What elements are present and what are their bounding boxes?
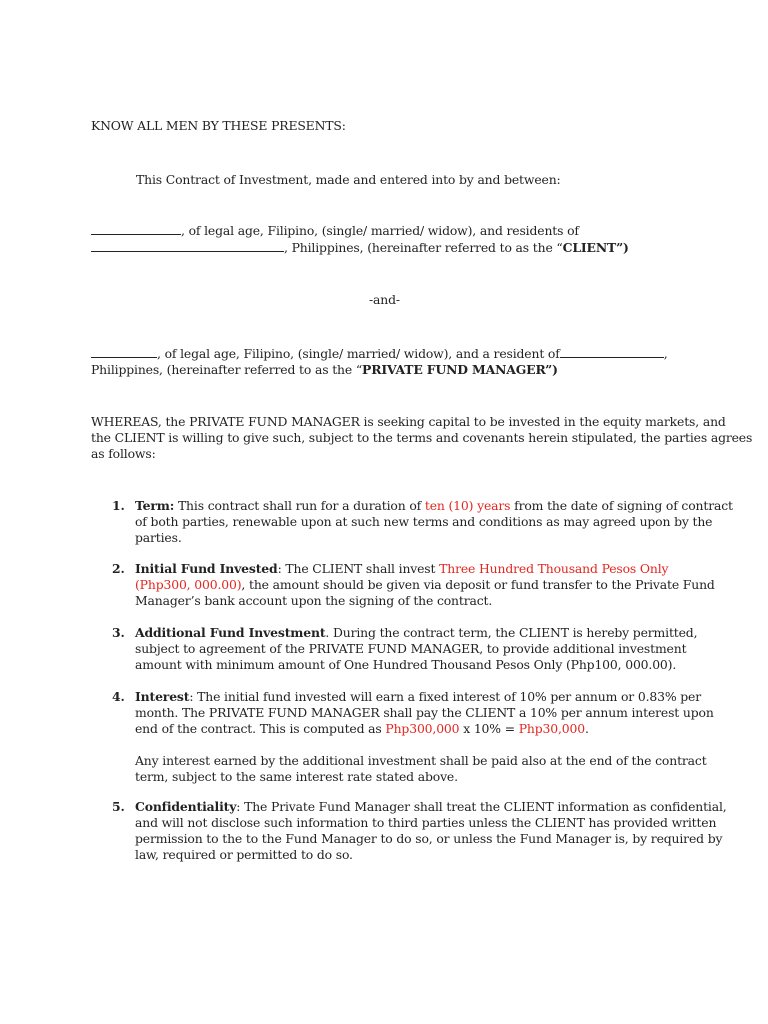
clause-number: 4.: [112, 689, 125, 704]
client-name-blank: [91, 223, 181, 235]
clause-text: of both parties, renewable upon at such new terms and conditions as may agreed upon by the: [135, 514, 713, 529]
clause-title: Additional Fund Investment: [135, 625, 326, 640]
clause-number: 2.: [112, 561, 125, 576]
clause-text: .: [585, 721, 589, 736]
clause-text: subject to agreement of the PRIVATE FUND MANAGER, to provide additional investment: [135, 641, 687, 656]
client-party-line-2: [91, 240, 629, 256]
clause-text: Manager’s bank account upon the signing of the contract.: [135, 593, 493, 608]
clause-number: 5.: [112, 799, 125, 814]
clause-text: Any interest earned by the additional investment shall be paid also at the end of the contract: [135, 753, 707, 768]
clause-text: This contract shall run for a duration of: [174, 498, 425, 513]
clause-text: : The CLIENT shall invest: [277, 561, 440, 576]
principal-highlight: Php300,000: [385, 721, 460, 736]
client-party-line-1: [91, 223, 579, 239]
term-duration-highlight: ten (10) years: [424, 498, 511, 513]
client-residence-blank: [91, 240, 284, 252]
client-party-text-1: , of legal age, Filipino, (single/ married/ widow), and residents of: [181, 223, 579, 238]
whereas-line-2: the CLIENT is willing to give such, subject to the terms and covenants herein stipulated, the parties agrees: [91, 430, 753, 445]
intro-paragraph: This Contract of Investment, made and entered into by and between:: [136, 172, 561, 187]
clause-text: . During the contract term, the CLIENT is hereby permitted,: [325, 625, 698, 640]
manager-party-line-1: [91, 346, 667, 362]
clause-text: permission to the to the Fund Manager to do so, or unless the Fund Manager is, by required by: [135, 831, 723, 846]
clause-text: : The Private Fund Manager shall treat the CLIENT information as confidential,: [236, 799, 727, 814]
clause-title: Term:: [135, 498, 175, 513]
manager-party-comma: ,: [663, 346, 668, 361]
clause-text: end of the contract. This is computed as: [135, 721, 386, 736]
manager-party-line-2: [91, 362, 558, 378]
clause-text: from the date of signing of contract: [510, 498, 733, 513]
know-all-heading: KNOW ALL MEN BY THESE PRESENTS:: [91, 118, 346, 133]
client-party-text-2: , Philippines, (hereinafter referred to as the “: [284, 240, 563, 255]
initial-amount-words-highlight: Three Hundred Thousand Pesos Only: [439, 561, 669, 576]
clause-text: term, subject to the same interest rate stated above.: [135, 769, 458, 784]
manager-name-blank: [91, 346, 157, 358]
clause-text: , the amount should be given via deposit or fund transfer to the Private Fund: [241, 577, 715, 592]
clause-title: Confidentiality: [135, 799, 237, 814]
whereas-line-1: WHEREAS, the PRIVATE FUND MANAGER is seeking capital to be invested in the equity markets, and: [91, 414, 726, 429]
clause-title: Initial Fund Invested: [135, 561, 278, 576]
clause-text: parties.: [135, 530, 182, 545]
interest-amount-highlight: Php30,000: [518, 721, 585, 736]
client-label: CLIENT”): [562, 240, 629, 255]
clause-number: 1.: [112, 498, 125, 513]
manager-label: PRIVATE FUND MANAGER”): [362, 362, 558, 377]
clause-text: : The initial fund invested will earn a fixed interest of 10% per annum or 0.83% per: [189, 689, 701, 704]
clause-text: and will not disclose such information to third parties unless the CLIENT has provided written: [135, 815, 717, 830]
manager-party-text-2: Philippines, (hereinafter referred to as the “: [91, 362, 363, 377]
clause-text: amount with minimum amount of One Hundred Thousand Pesos Only (Php100, 000.00).: [135, 657, 677, 672]
and-separator: -and-: [369, 292, 400, 307]
clause-text: x 10% =: [459, 721, 519, 736]
manager-residence-blank: [560, 346, 664, 358]
initial-amount-figure-highlight: (Php300, 000.00): [135, 577, 242, 592]
whereas-line-3: as follows:: [91, 446, 156, 461]
clause-text: law, required or permitted to do so.: [135, 847, 353, 862]
manager-party-text-1: , of legal age, Filipino, (single/ married/ widow), and a resident of: [157, 346, 560, 361]
clause-number: 3.: [112, 625, 125, 640]
clause-text: month. The PRIVATE FUND MANAGER shall pay the CLIENT a 10% per annum interest upon: [135, 705, 714, 720]
clause-title: Interest: [135, 689, 190, 704]
